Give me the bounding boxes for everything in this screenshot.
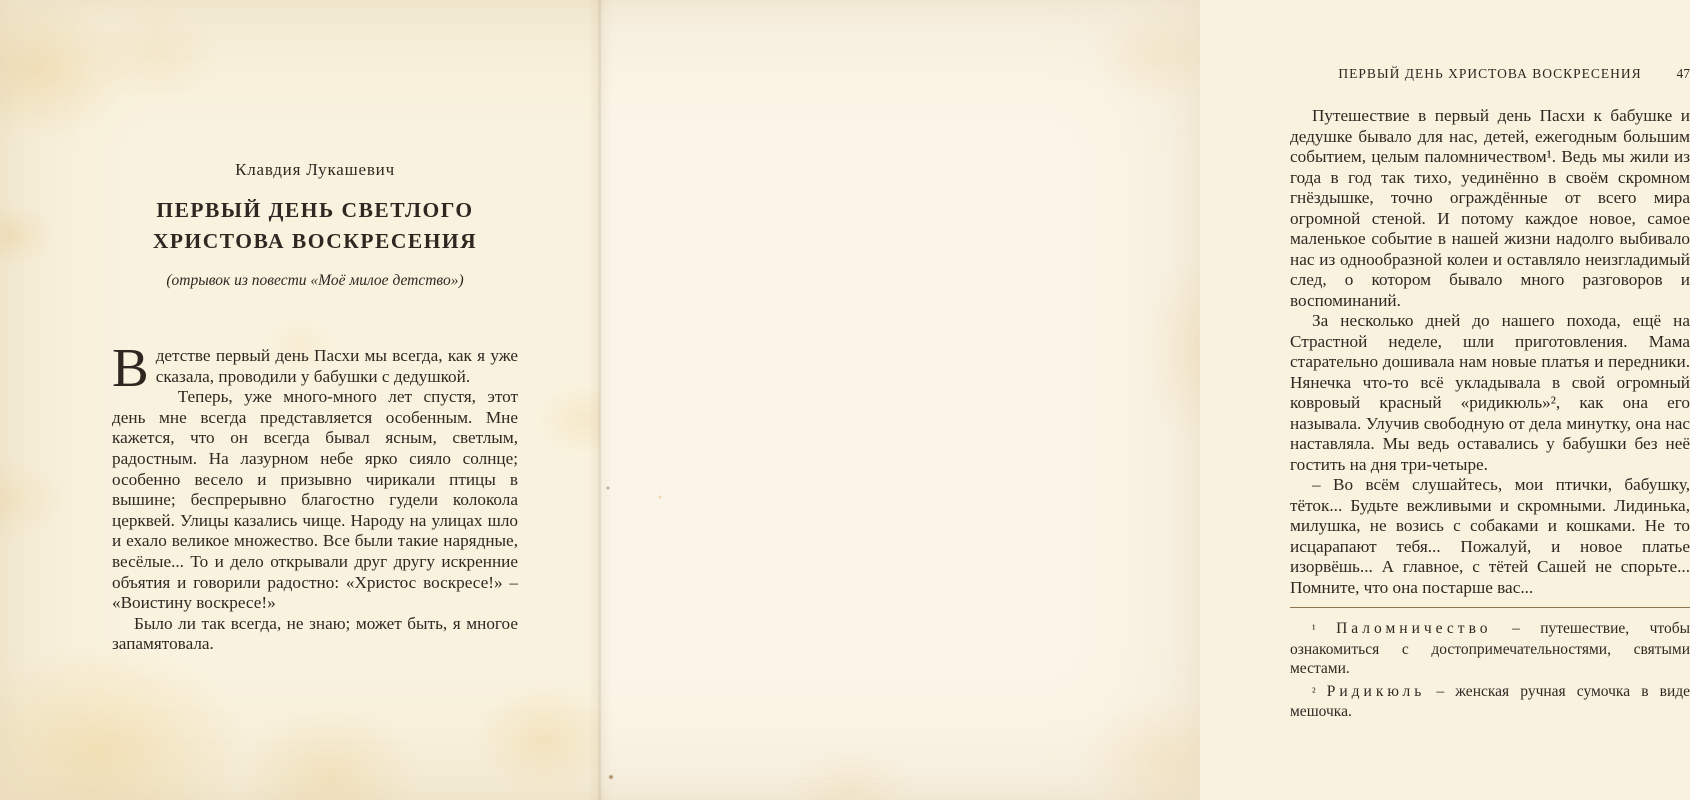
right-page-content [1290, 106, 1690, 722]
running-header-row [1290, 66, 1690, 82]
footnote-marker: ² [1312, 684, 1316, 699]
footnote-marker: ¹ [1312, 622, 1316, 636]
paragraph-text: детстве первый день Пасхи мы всегда, как я уже сказала, проводили у бабушки с дедушкой. [155, 346, 518, 386]
footnote-definition: – женская ручная сумочка в виде мешочка. [1290, 682, 1690, 720]
book-gutter [588, 0, 612, 800]
paragraph: Было ли так всегда, не знаю; может быть, я многое запамятовала. [112, 613, 518, 654]
paragraph: За несколько дней до нашего похода, ещё на Страстной неделе, шли приготовления. Мама старательно дошивала нам новые платья и передники. Нянечка что-то всё укладывала в свой огромный ковровый красный «ридикюль»², как она его называла. Улучив свободную от дела минутку, она нас наставляла. Мы ведь оставались у бабушки без неё гостить на дня три-четыре. [1290, 311, 1690, 474]
footnote-term: Ридикюль [1326, 682, 1426, 700]
right-page [600, 0, 1690, 800]
footnote-rule [1290, 607, 1690, 608]
left-page [0, 0, 600, 800]
paragraph: Путешествие в первый день Пасхи к бабушке и дедушке бывало для нас, детей, ежегодным большим событием, целым паломничеством¹. Ведь мы жили из года в год так тихо, уединённо в своём скромном гнёздышке, точно ограждённые от всего мира огромной стеной. И потому каждое новое, самое маленькое событие в нашей жизни надолго выбивало нас из однообразной колеи и оставляло неизгладимый след, о котором бывало много разговоров и воспоминаний. [1290, 106, 1690, 310]
paragraph: Теперь, уже много-много лет спустя, этот день мне всегда представляется особенным. Мне кажется, что он всегда бывал ясным, светлым, радостным. На лазурном небе ярко сияло солнце; особенно весело и призывно чирикали птицы в вышине; беспрерывно благостно гудели колокола церквей. Улицы казались чище. Народу на улицах шло и ехало великое множество. Все были такие нарядные, весёлые... То и дело открывали друг другу искренние объятия и говорили радостно: «Христос воскресе!» – «Воистину воскресе!» [112, 387, 518, 613]
drop-cap: В [112, 337, 149, 398]
chapter-title [112, 195, 518, 257]
chapter-title-line2: ХРИСТОВА ВОСКРЕСЕНИЯ [152, 229, 478, 253]
chapter-head [112, 160, 518, 290]
paragraph [112, 337, 518, 398]
chapter-title-line1: ПЕРВЫЙ ДЕНЬ СВЕТЛОГО [156, 198, 474, 222]
footnote [1290, 619, 1690, 679]
footnote-definition: – путешествие, чтобы ознакомиться с достопримечательностями, святыми местами. [1290, 620, 1690, 677]
page-number: 47 [1676, 66, 1690, 81]
footnote [1290, 682, 1690, 722]
left-page-body-text [112, 337, 518, 655]
chapter-subtitle: (отрывок из повести «Моё милое детство») [166, 272, 464, 289]
running-header: ПЕРВЫЙ ДЕНЬ ХРИСТОВА ВОСКРЕСЕНИЯ [1338, 66, 1642, 81]
footnote-term: Паломничество [1336, 620, 1492, 637]
paragraph: – Во всём слушайтесь, мои птички, бабушку, тёток... Будьте вежливыми и скромными. Лидинька, милушка, не возись с собаками и кошками. Не то исцарапают тебя... Пожалуй, и новое платье изорвёшь... А главное, с тётей Сашей не спорьте... Помните, что она постарше вас... [1290, 475, 1690, 597]
right-page-body-text [1290, 106, 1690, 598]
author-name: Клавдия Лукашевич [235, 160, 395, 179]
